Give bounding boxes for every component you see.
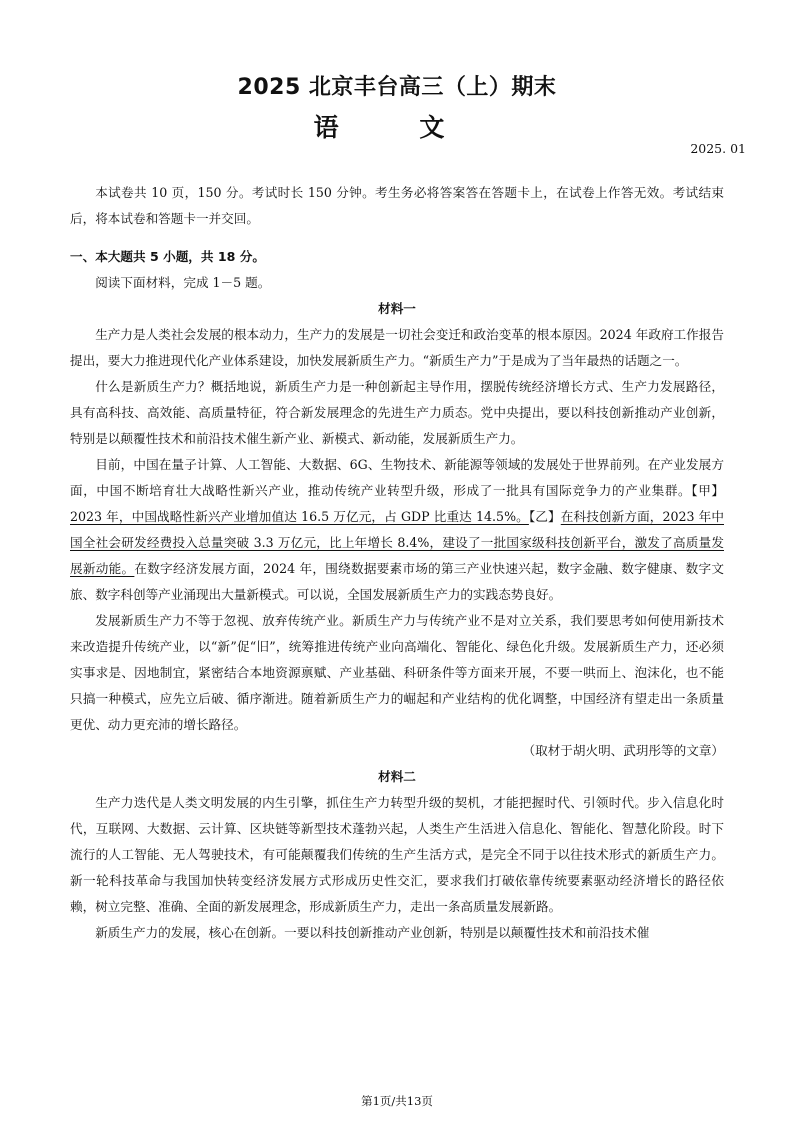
subject-title — [0, 108, 794, 144]
exam-title: 2025 北京丰台高三（上）期末 — [237, 75, 557, 100]
section-instruction: 阅读下面材料，完成 1－5 题。 — [95, 275, 271, 290]
subject-label: 语 文 — [313, 113, 481, 142]
material1-paragraph-3 — [70, 452, 724, 608]
marker-yi: 【乙】 — [528, 509, 561, 524]
m1-p3-text-a: 目前，中国在量子计算、人工智能、大数据、6G、生物技术、新能源等领域的发展处于世界前列。在产业发展方面，中国不断培育壮大战略性新兴产业，推动传统产业转型升级，形成了一批具有国际竞争力的产业集群。 — [70, 457, 724, 498]
intro-paragraph: 本试卷共 10 页，150 分。考试时长 150 分钟。考生务必将答案答在答题卡上，在试卷上作答无效。考试结束后，将本试卷和答题卡一并交回。 — [70, 185, 724, 226]
marker-jia: 【甲】 — [691, 483, 725, 498]
section-heading: 一、本大题共 5 小题，共 18 分。 — [70, 249, 265, 264]
material2-title: 材料二 — [378, 769, 416, 784]
material1-source: （取材于胡火明、武玥彤等的文章） — [522, 743, 724, 758]
underlined-sentence-yi: 在科技创新方面，2023 年中国全社会研发经费投入总量突破 3.3 万亿元，比上年增长 8.4%，建设了一批国家级科技创新平台，激发了高质量发展新动能。 — [70, 509, 724, 576]
page-footer: 第1页/共13页 — [361, 1094, 433, 1108]
material1-paragraph-4: 发展新质生产力不等于忽视、放弃传统产业。新质生产力与传统产业不是对立关系，我们要思考如何使用新技术来改造提升传统产业，以“新”促“旧”，统筹推进传统产业向高端化、智能化、绿色化升级。发展新质生产力，还必须实事求是、因地制宜，紧密结合本地资源禀赋、产业基础、科研条件等方面来开展，不要一哄而上、泡沫化，也不能只搞一种模式，应先立后破、循序渐进。随着新质生产力的崛起和产业结构的优化调整，中国经济有望走出一条质量更优、动力更充沛的增长路径。 — [70, 613, 724, 732]
underlined-sentence-jia: 2023 年，中国战略性新兴产业增加值达 16.5 万亿元，占 GDP 比重达 14.5%。 — [70, 509, 529, 524]
m1-p3-text-b: 在数字经济发展方面，2024 年，围绕数据要素市场的第三产业快速兴起，数字金融、数字健康、数字文旅、数字科创等产业涌现出大量新模式。可以说，全国发展新质生产力的实践态势良好。 — [70, 561, 724, 602]
material1-paragraph-2: 什么是新质生产力？概括地说，新质生产力是一种创新起主导作用，摆脱传统经济增长方式、生产力发展路径，具有高科技、高效能、高质量特征，符合新发展理念的先进生产力质态。党中央提出，要以科技创新推动产业创新，特别是以颠覆性技术和前沿技术催生新产业、新模式、新动能，发展新质生产力。 — [70, 379, 724, 446]
exam-date: 2025. 01 — [690, 141, 746, 156]
material2-paragraph-1: 生产力迭代是人类文明发展的内生引擎，抓住生产力转型升级的契机，才能把握时代、引领时代。步入信息化时代，互联网、大数据、云计算、区块链等新型技术蓬勃兴起，人类生产生活进入信息化、智能化、智慧化阶段。时下流行的人工智能、无人驾驶技术，有可能颠覆我们传统的生产生活方式，是完全不同于以往技术形式的新质生产力。新一轮科技革命与我国加快转变经济发展方式形成历史性交汇，要求我们打破依靠传统要素驱动经济增长的路径依赖，树立完整、准确、全面的新发展理念，形成新质生产力，走出一条高质量发展新路。 — [70, 795, 724, 914]
material2-paragraph-2: 新质生产力的发展，核心在创新。一要以科技创新推动产业创新，特别是以颠覆性技术和前沿技术催 — [95, 925, 650, 940]
exam-body — [70, 180, 724, 946]
material1-title: 材料一 — [378, 301, 416, 316]
material1-paragraph-1: 生产力是人类社会发展的根本动力，生产力的发展是一切社会变迁和政治变革的根本原因。2024 年政府工作报告提出，要大力推进现代化产业体系建设，加快发展新质生产力。“新质生产力”于是成为了当年最热的话题之一。 — [70, 327, 724, 368]
